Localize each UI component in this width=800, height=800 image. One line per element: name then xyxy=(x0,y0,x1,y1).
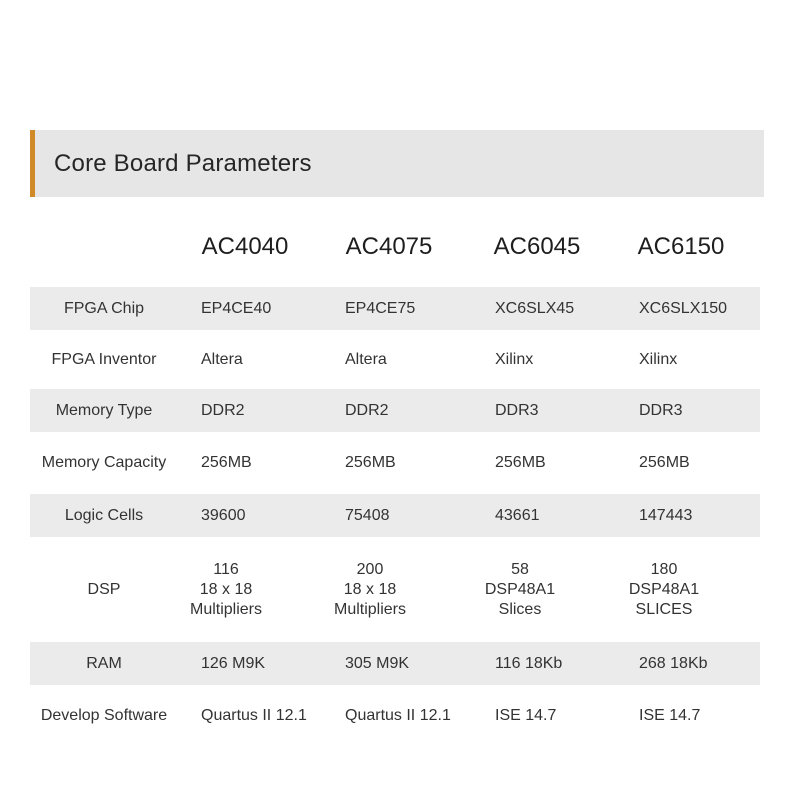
value-cell-ac4040 xyxy=(171,537,281,642)
row-label-text: Memory Type xyxy=(55,401,153,419)
row-label-text: Develop Software xyxy=(40,707,168,724)
value-cell-ac4040 xyxy=(201,494,341,537)
table-row-memory-type xyxy=(30,389,760,432)
value-cell-ac4075 xyxy=(345,330,485,389)
value-text: ISE 14.7 xyxy=(639,707,701,724)
value-text: 200 18 x 18 Multipliers xyxy=(333,560,406,618)
table-row-logic-cells xyxy=(30,494,760,537)
value-cell-ac4040 xyxy=(201,389,341,432)
value-cell-ac4075 xyxy=(315,537,425,642)
value-text: 75408 xyxy=(345,506,390,524)
value-text: DDR3 xyxy=(639,401,683,419)
value-text: 116 18 x 18 Multipliers xyxy=(189,560,262,618)
model-ac4075: AC4075 xyxy=(345,233,433,260)
value-cell-ac6150 xyxy=(639,642,779,685)
model-header-row xyxy=(0,222,800,272)
value-text: 256MB xyxy=(495,454,546,471)
value-text: 126 M9K xyxy=(201,654,266,672)
section-title: Core Board Parameters xyxy=(54,150,312,177)
value-cell-ac4075 xyxy=(345,685,485,747)
value-cell-ac4040 xyxy=(201,287,341,330)
value-cell-ac6150 xyxy=(639,287,779,330)
row-label-text: RAM xyxy=(86,654,122,672)
parameters-table xyxy=(30,287,760,747)
value-text: EP4CE75 xyxy=(345,299,416,317)
value-cell-ac4040 xyxy=(201,330,341,389)
row-label-text: FPGA Inventor xyxy=(51,350,157,368)
value-text: 180 DSP48A1 SLICES xyxy=(628,560,700,618)
value-text: 256MB xyxy=(639,454,690,471)
value-text: 39600 xyxy=(201,506,246,524)
value-text: 268 18Kb xyxy=(639,654,708,672)
row-label xyxy=(30,287,178,330)
value-cell-ac6150 xyxy=(639,685,779,747)
value-cell-ac6150 xyxy=(639,494,779,537)
value-cell-ac6045 xyxy=(465,537,575,642)
value-cell-ac6045 xyxy=(495,494,635,537)
table-row-fpga-inventor xyxy=(30,330,760,389)
row-label xyxy=(30,642,178,685)
value-cell-ac4075 xyxy=(345,389,485,432)
value-text: Xilinx xyxy=(639,350,678,368)
row-label-text: FPGA Chip xyxy=(63,299,145,317)
value-text: XC6SLX45 xyxy=(495,299,575,317)
value-cell-ac6045 xyxy=(495,685,635,747)
value-cell-ac6045 xyxy=(495,642,635,685)
value-text: DDR3 xyxy=(495,401,539,419)
table-row-ram xyxy=(30,642,760,685)
model-ac4040: AC4040 xyxy=(201,233,289,260)
row-label xyxy=(30,685,178,747)
value-text: 43661 xyxy=(495,506,540,524)
value-text: 256MB xyxy=(345,454,396,471)
value-text: Altera xyxy=(345,350,387,368)
model-ac6150: AC6150 xyxy=(637,233,725,260)
table-row-develop-software xyxy=(30,685,760,747)
value-text: 116 18Kb xyxy=(495,654,563,672)
value-text: ISE 14.7 xyxy=(495,707,557,724)
value-cell-ac6150 xyxy=(639,330,779,389)
value-cell-ac6045 xyxy=(495,389,635,432)
value-text: Altera xyxy=(201,350,243,368)
value-cell-ac4040 xyxy=(201,685,341,747)
value-text: Quartus II 12.1 xyxy=(345,707,451,724)
row-label-text: DSP xyxy=(87,580,121,598)
value-cell-ac4040 xyxy=(201,642,341,685)
value-text: EP4CE40 xyxy=(201,299,272,317)
row-label-text: Logic Cells xyxy=(64,506,144,524)
value-cell-ac4040 xyxy=(201,432,341,494)
value-text: 256MB xyxy=(201,454,252,471)
value-cell-ac4075 xyxy=(345,642,485,685)
value-text: 147443 xyxy=(639,506,693,524)
value-text: Quartus II 12.1 xyxy=(201,707,307,724)
row-label xyxy=(30,494,178,537)
value-text: DDR2 xyxy=(201,401,245,419)
value-cell-ac6045 xyxy=(495,330,635,389)
value-text: 58 DSP48A1 Slices xyxy=(484,560,556,618)
value-cell-ac6150 xyxy=(639,389,779,432)
table-row-memory-capacity xyxy=(30,432,760,494)
value-cell-ac6150 xyxy=(639,432,779,494)
value-cell-ac6045 xyxy=(495,287,635,330)
value-cell-ac6045 xyxy=(495,432,635,494)
row-label xyxy=(30,432,178,494)
table-row-dsp xyxy=(30,537,760,642)
section-header xyxy=(30,130,764,197)
value-cell-ac4075 xyxy=(345,432,485,494)
value-cell-ac6150 xyxy=(609,537,719,642)
value-text: XC6SLX150 xyxy=(639,299,728,317)
row-label xyxy=(30,537,178,642)
model-ac6045: AC6045 xyxy=(493,233,581,260)
value-cell-ac4075 xyxy=(345,287,485,330)
table-row-fpga-chip xyxy=(30,287,760,330)
value-text: DDR2 xyxy=(345,401,389,419)
row-label-text: Memory Capacity xyxy=(41,454,167,471)
value-text: Xilinx xyxy=(495,350,534,368)
row-label xyxy=(30,330,178,389)
value-text: 305 M9K xyxy=(345,654,410,672)
row-label xyxy=(30,389,178,432)
value-cell-ac4075 xyxy=(345,494,485,537)
